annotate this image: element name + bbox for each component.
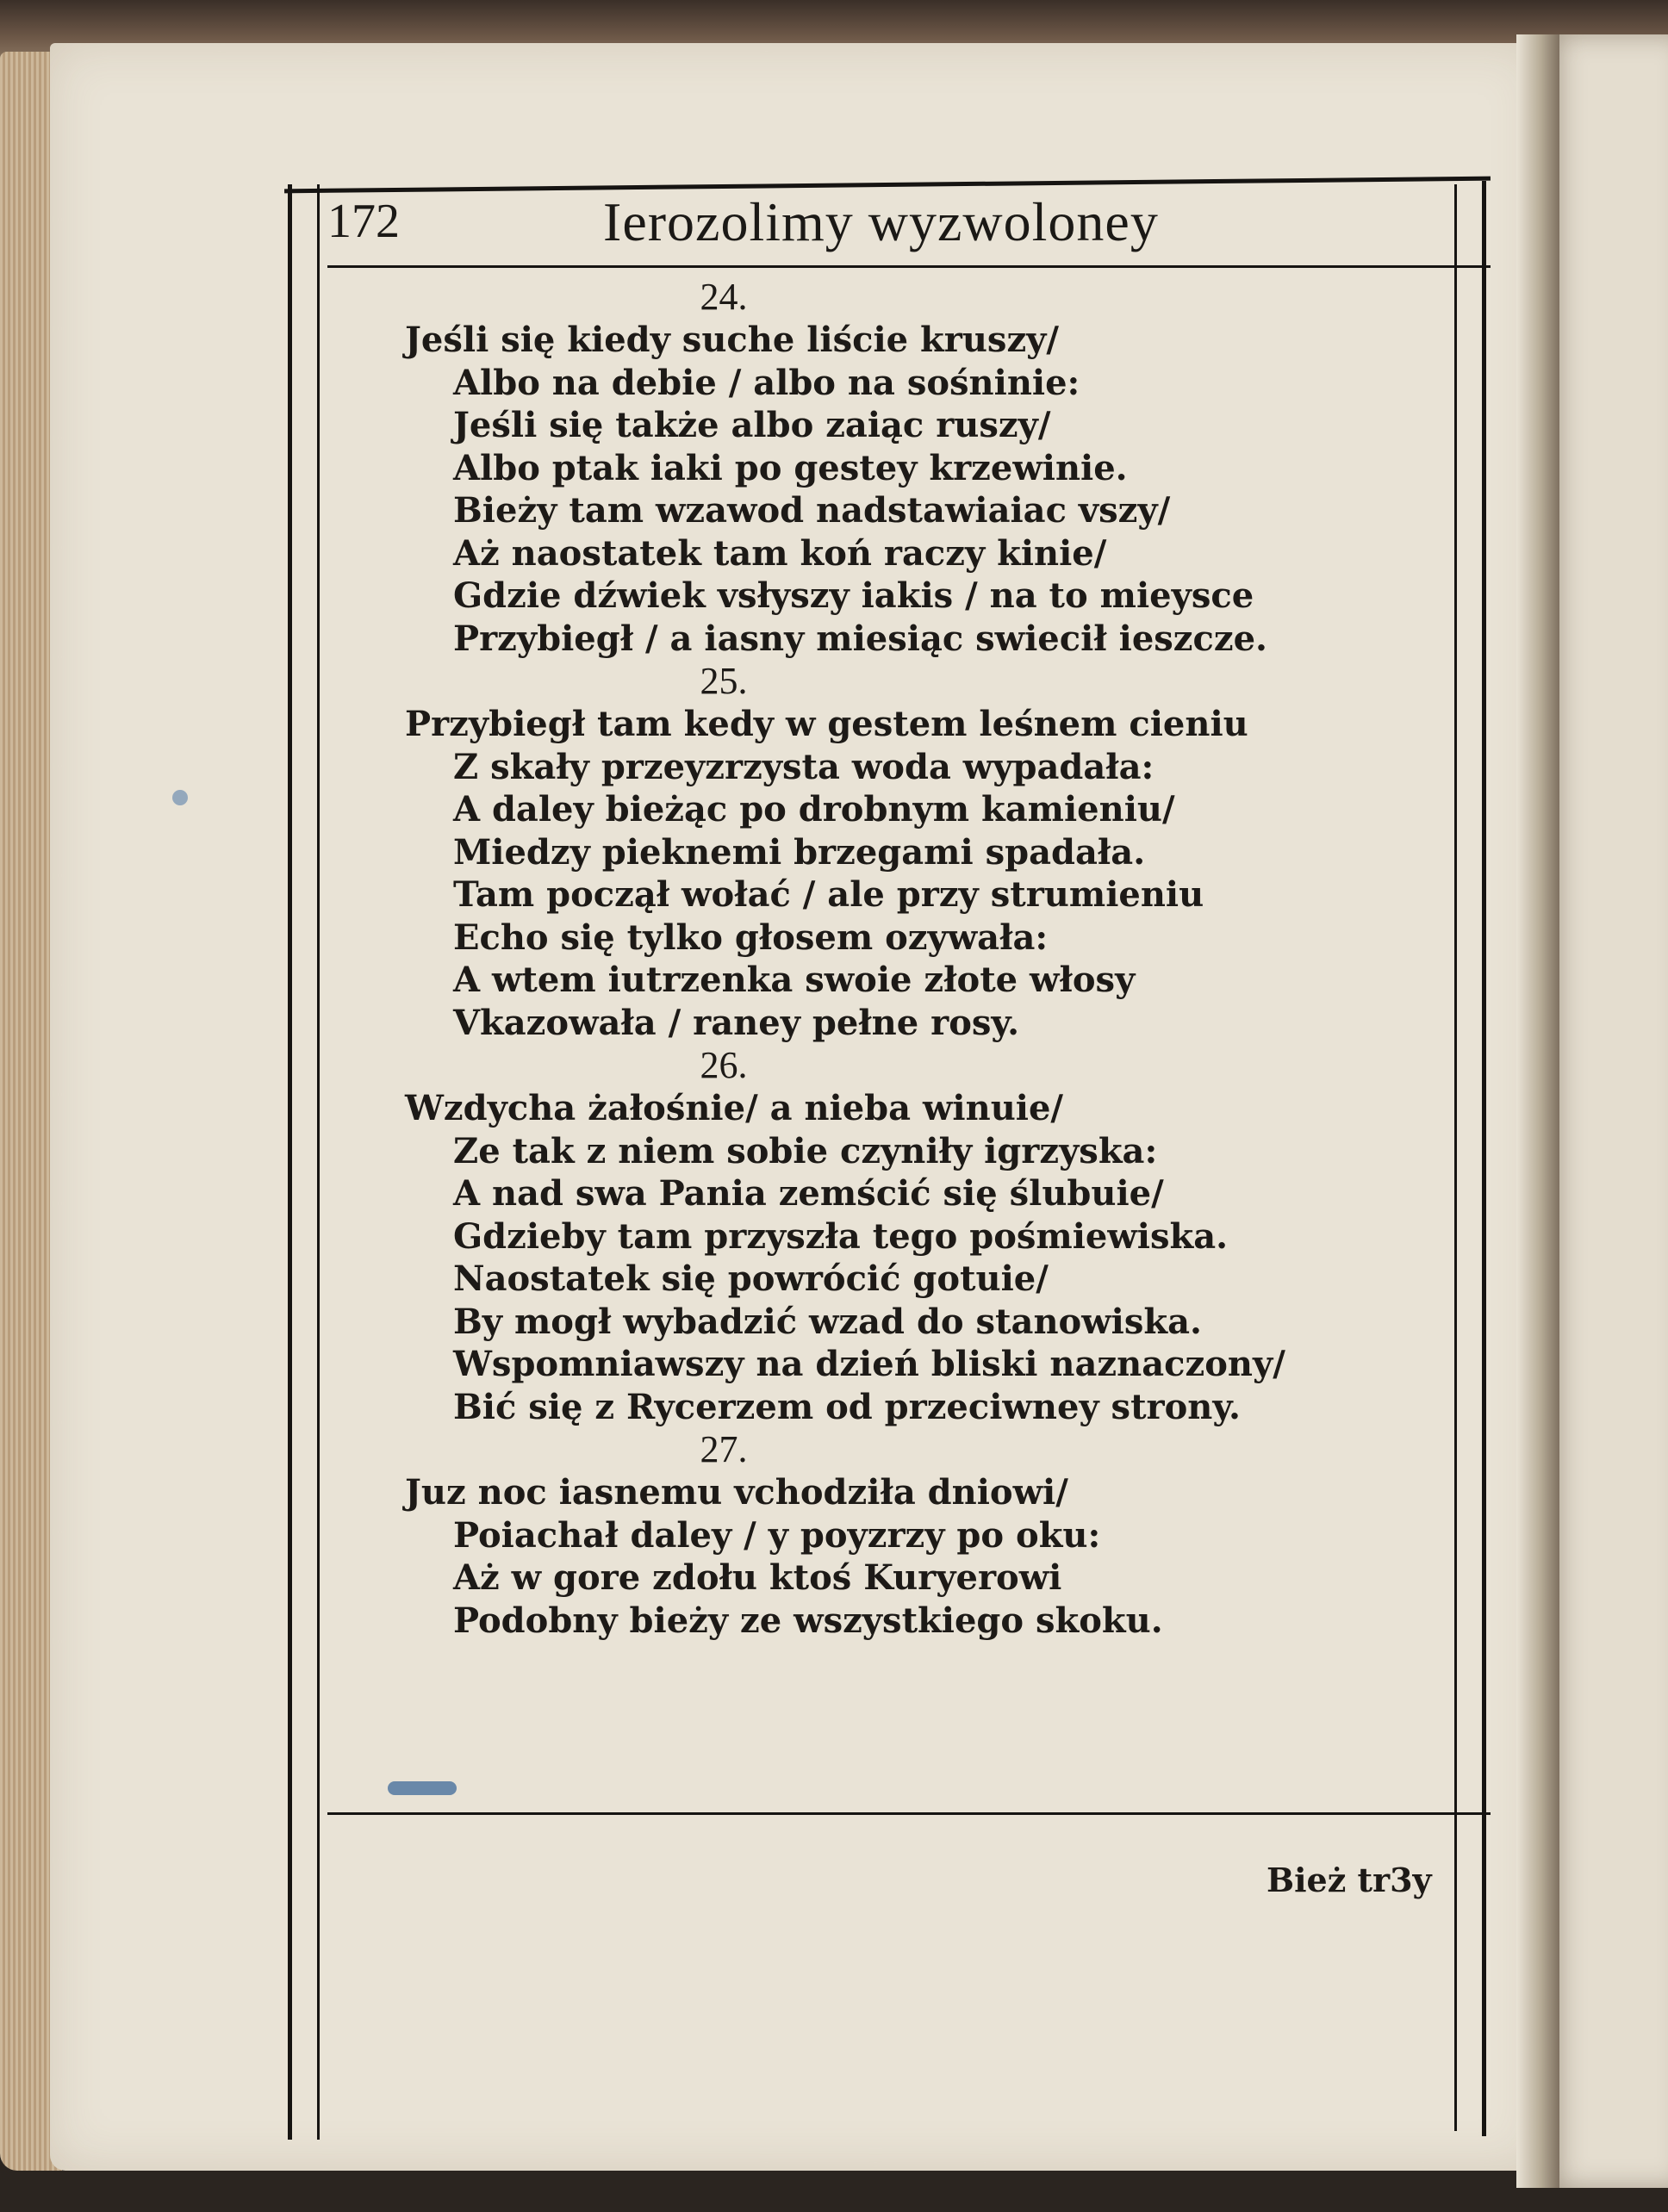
verse-line: Vkazowała / raney pełne rosy.: [453, 1002, 1019, 1043]
facing-page: [1542, 34, 1668, 2188]
verse-line: Gdzieby tam przyszła tego pośmiewiska.: [453, 1215, 1229, 1257]
ink-blot: [388, 1781, 457, 1795]
verse-line: Albo ptak iaki po gestey krzewinie.: [453, 447, 1128, 488]
verse-line: Bieży tam wzawod nadstawiaiac vszy/: [453, 490, 1171, 531]
footer-rule: [327, 1812, 1491, 1815]
verse-line: Podobny bieży ze wszystkiego skoku.: [453, 1600, 1163, 1641]
book-gutter: [1516, 34, 1559, 2188]
verse-line: By mogł wybadzić wzad do stanowiska.: [453, 1301, 1202, 1342]
stanza-number: 27.: [700, 1428, 748, 1470]
verse-line: Gdzie dźwiek vsłyszy iakis / na to mieysce: [453, 575, 1254, 616]
verse-line: Juz noc iasnemu vchodziła dniowi/: [405, 1472, 1068, 1513]
verse-line: Przybiegł / a iasny miesiąc swiecił ieszcze.: [453, 618, 1267, 659]
poem-text: [405, 276, 1285, 1642]
verse-line: Naostatek się powrócić gotuie/: [453, 1258, 1049, 1299]
frame-left-inner: [317, 184, 320, 2140]
frame-right-inner: [1454, 184, 1457, 2131]
verse-line: Jeśli się także albo zaiąc ruszy/: [453, 405, 1051, 445]
stanza-number: 24.: [700, 276, 748, 318]
verse-line: Wzdycha żałośnie/ a nieba winuie/: [405, 1088, 1064, 1128]
page-number: 172: [327, 195, 400, 248]
verse-line: A wtem iutrzenka swoie złote włosy: [453, 960, 1136, 1000]
ink-stain: [172, 790, 188, 805]
verse-line: Echo się tylko głosem ozywała:: [453, 916, 1049, 958]
verse-line: Poiachał daley / y poyzrzy po oku:: [453, 1514, 1101, 1556]
verse-line: Tam począł wołać / ale przy strumieniu: [453, 874, 1204, 915]
frame-left-outer: [288, 184, 292, 2140]
verse-line: A daley bieżąc po drobnym kamieniu/: [453, 789, 1175, 830]
verse-line: Przybiegł tam kedy w gestem leśnem cieniu: [405, 704, 1248, 744]
verse-line: Z skały przeyzrzysta woda wypadała:: [453, 746, 1155, 787]
verse-line: A nad swa Pania zemścić się ślubuie/: [453, 1173, 1164, 1214]
verse-line: Wspomniawszy na dzień bliski naznaczony/: [453, 1344, 1285, 1384]
catchword: Bież tr3y: [1267, 1861, 1432, 1899]
verse-line: Jeśli się kiedy suche liście kruszy/: [405, 320, 1060, 360]
verse-line: Miedzy pieknemi brzegami spadała.: [453, 831, 1146, 873]
verse-line: Albo na debie / albo na sośninie:: [453, 362, 1080, 403]
verse-line: Aż naostatek tam koń raczy kinie/: [453, 532, 1107, 574]
verse-line: Ze tak z niem sobie czyniły igrzyska:: [453, 1130, 1158, 1171]
verse-line: Aż w gore zdołu ktoś Kuryerowi: [453, 1557, 1062, 1598]
running-title: Ierozolimy wyzwoloney: [603, 191, 1159, 252]
stanza-number: 26.: [700, 1044, 748, 1086]
frame-right-outer: [1482, 181, 1486, 2136]
verse-line: Bić się z Rycerzem od przeciwney strony.: [453, 1386, 1241, 1427]
header-rule: [327, 265, 1491, 268]
running-head: [327, 191, 1189, 263]
stanza-number: 25.: [700, 660, 748, 702]
